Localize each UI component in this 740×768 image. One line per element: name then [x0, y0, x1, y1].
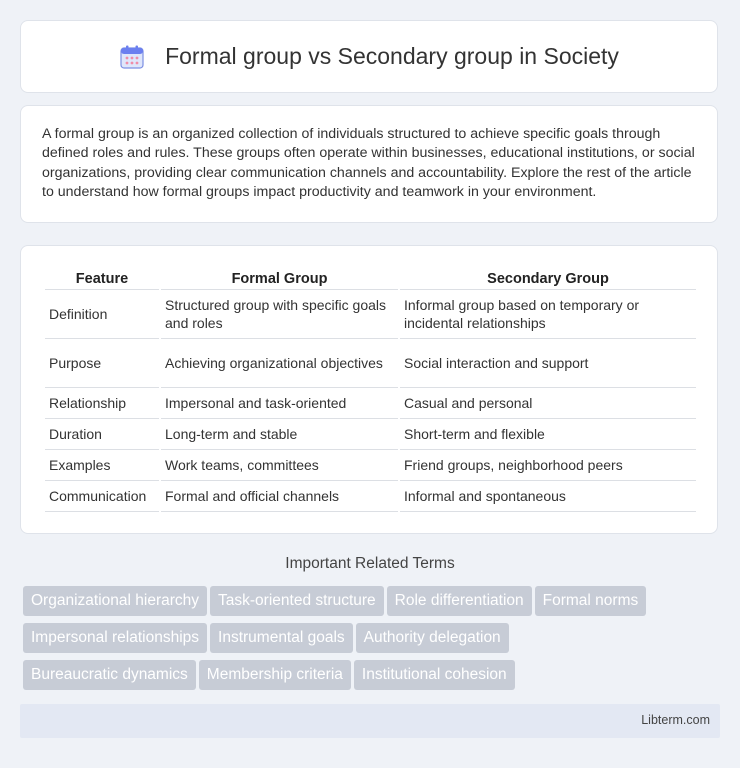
- table-row: [45, 290, 696, 339]
- table-cell: Examples: [45, 450, 159, 481]
- related-term-tag[interactable]: Formal norms: [535, 586, 647, 616]
- table-cell: Communication: [45, 481, 159, 512]
- table-cell: Relationship: [45, 388, 159, 419]
- related-term-tag[interactable]: Membership criteria: [199, 660, 351, 690]
- related-terms-title: Important Related Terms: [285, 555, 455, 572]
- table-cell: Casual and personal: [400, 388, 696, 419]
- table-header-feature: Feature: [45, 268, 159, 290]
- table-row: [45, 339, 696, 388]
- table-cell: Structured group with specific goals and roles: [161, 290, 398, 339]
- table-cell: Informal group based on temporary or incidental relationships: [400, 290, 696, 339]
- table-cell: Formal and official channels: [161, 481, 398, 512]
- comparison-table: [43, 268, 698, 512]
- related-term-tag[interactable]: Instrumental goals: [210, 623, 353, 653]
- table-cell: Impersonal and task-oriented: [161, 388, 398, 419]
- related-term-tag[interactable]: Impersonal relationships: [23, 623, 207, 653]
- table-cell: Friend groups, neighborhood peers: [400, 450, 696, 481]
- table-row: [45, 481, 696, 512]
- footer: [20, 704, 720, 738]
- table-cell: Achieving organizational objectives: [161, 339, 398, 388]
- page-title: Formal group vs Secondary group in Society: [165, 43, 619, 69]
- related-terms-list: [23, 586, 723, 697]
- comparison-table-card: [20, 245, 718, 534]
- table-cell: Definition: [45, 290, 159, 339]
- table-cell: Purpose: [45, 339, 159, 388]
- table-cell: Social interaction and support: [400, 339, 696, 388]
- related-term-tag[interactable]: Institutional cohesion: [354, 660, 515, 690]
- table-cell: Duration: [45, 419, 159, 450]
- table-row: [45, 450, 696, 481]
- table-cell: Informal and spontaneous: [400, 481, 696, 512]
- calendar-icon: [119, 44, 145, 70]
- title-card: [20, 20, 718, 93]
- related-term-tag[interactable]: Organizational hierarchy: [23, 586, 207, 616]
- related-term-tag[interactable]: Task-oriented structure: [210, 586, 384, 616]
- intro-card: [20, 105, 718, 223]
- related-term-tag[interactable]: Role differentiation: [387, 586, 532, 616]
- table-cell: Short-term and flexible: [400, 419, 696, 450]
- table-row: [45, 419, 696, 450]
- related-term-tag[interactable]: Authority delegation: [356, 623, 509, 653]
- table-cell: Long-term and stable: [161, 419, 398, 450]
- table-header-formal-group: Formal Group: [161, 268, 398, 290]
- intro-text: A formal group is an organized collection of individuals structured to achieve specific goals through defined roles and rules. These groups often operate within businesses, educational institutions, or social organizations, providing clear communication channels and accountability. Explore the rest of the article to understand how formal groups impact productivity and teamwork in your environment.: [42, 126, 695, 200]
- table-header-secondary-group: Secondary Group: [400, 268, 696, 290]
- footer-site-link[interactable]: Libterm.com: [641, 713, 710, 727]
- table-row: [45, 388, 696, 419]
- related-term-tag[interactable]: Bureaucratic dynamics: [23, 660, 196, 690]
- table-cell: Work teams, committees: [161, 450, 398, 481]
